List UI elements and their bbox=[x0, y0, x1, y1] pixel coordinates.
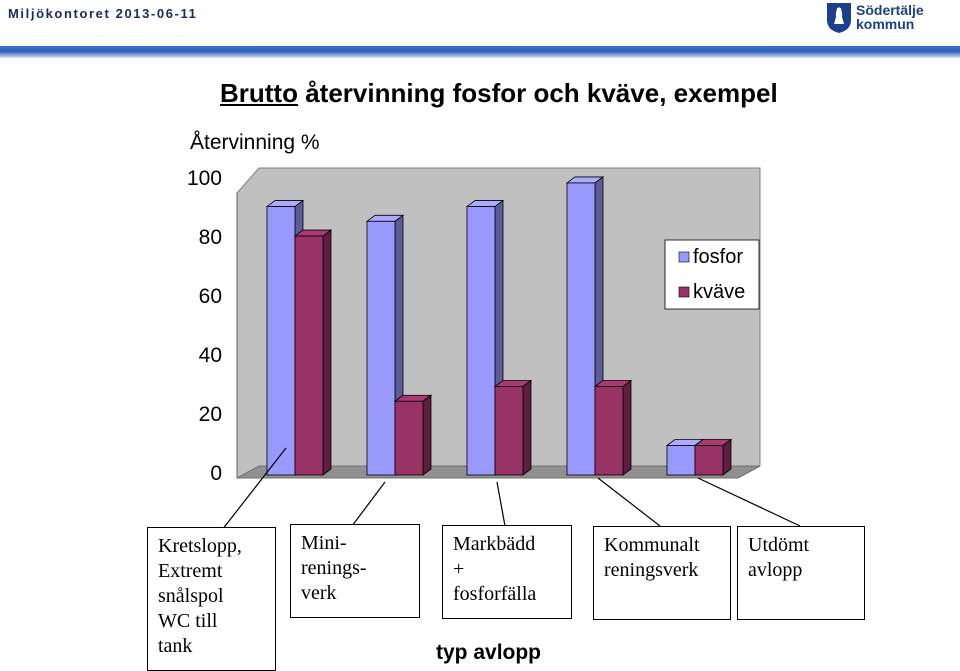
category-label-line: Kommunalt bbox=[604, 534, 700, 556]
category-label-line: snålspol bbox=[158, 585, 224, 607]
category-box bbox=[593, 526, 731, 620]
chart-title-underlined: Brutto bbox=[220, 78, 298, 108]
bar-kvave-side bbox=[623, 381, 631, 476]
category-label-line: Kretslopp, bbox=[158, 535, 242, 557]
category-label-line: reningsverk bbox=[604, 559, 699, 581]
connector-line bbox=[352, 482, 385, 526]
y-tick-label: 20 bbox=[198, 403, 222, 426]
legend-swatch-fosfor bbox=[679, 252, 689, 262]
bar-kvave bbox=[695, 446, 723, 476]
logo-line2: kommun bbox=[856, 16, 915, 32]
bar-kvave bbox=[395, 401, 423, 475]
y-tick-label: 0 bbox=[210, 462, 222, 485]
bar-kvave-side bbox=[723, 440, 731, 476]
y-tick-label: 40 bbox=[198, 344, 222, 367]
x-axis-label: typ avlopp bbox=[436, 641, 542, 664]
category-label-line: Utdömt bbox=[748, 534, 810, 556]
bar-kvave bbox=[295, 236, 323, 475]
bar-fosfor bbox=[467, 207, 495, 475]
bar-kvave-side bbox=[523, 381, 531, 476]
category-box bbox=[442, 525, 572, 619]
chart-title-rest: återvinning fosfor och kväve, exempel bbox=[297, 78, 778, 108]
category-label-line: Mini- bbox=[301, 532, 347, 554]
bar-kvave bbox=[595, 387, 623, 476]
category-label-line: WC till bbox=[158, 610, 218, 632]
category-label-line: tank bbox=[158, 635, 193, 657]
category-label-line: avlopp bbox=[748, 559, 803, 581]
legend-label-fosfor: fosfor bbox=[693, 246, 744, 268]
category-label-line: fosforfälla bbox=[453, 583, 537, 605]
connector-line bbox=[497, 482, 505, 526]
legend-swatch-kvave bbox=[679, 287, 689, 297]
bar-kvave-side bbox=[323, 230, 331, 475]
category-box bbox=[737, 526, 865, 620]
category-label-line: verk bbox=[301, 582, 337, 604]
logo-line1: Södertälje bbox=[856, 2, 924, 18]
connector-line bbox=[598, 478, 660, 526]
y-tick-label: 60 bbox=[198, 285, 222, 308]
category-label-line: Extremt bbox=[158, 560, 223, 582]
category-label-line: + bbox=[453, 558, 465, 580]
category-label-line: Markbädd bbox=[453, 533, 536, 555]
y-axis-label: Återvinning % bbox=[190, 131, 320, 154]
header-date-text: Miljökontoret 2013-06-11 bbox=[8, 6, 198, 21]
legend-label-kvave: kväve bbox=[693, 281, 746, 303]
bar-kvave-side bbox=[423, 395, 431, 475]
connector-line bbox=[698, 478, 800, 526]
bar-kvave bbox=[495, 387, 523, 476]
bar-fosfor bbox=[567, 183, 595, 475]
category-label-line: renings- bbox=[301, 557, 367, 579]
bar-fosfor bbox=[367, 221, 395, 475]
y-tick-label: 100 bbox=[186, 167, 222, 190]
y-tick-label: 80 bbox=[198, 226, 222, 249]
category-box bbox=[147, 527, 276, 671]
bar-fosfor bbox=[667, 446, 695, 476]
bar-fosfor bbox=[267, 207, 295, 475]
category-box bbox=[290, 524, 420, 618]
